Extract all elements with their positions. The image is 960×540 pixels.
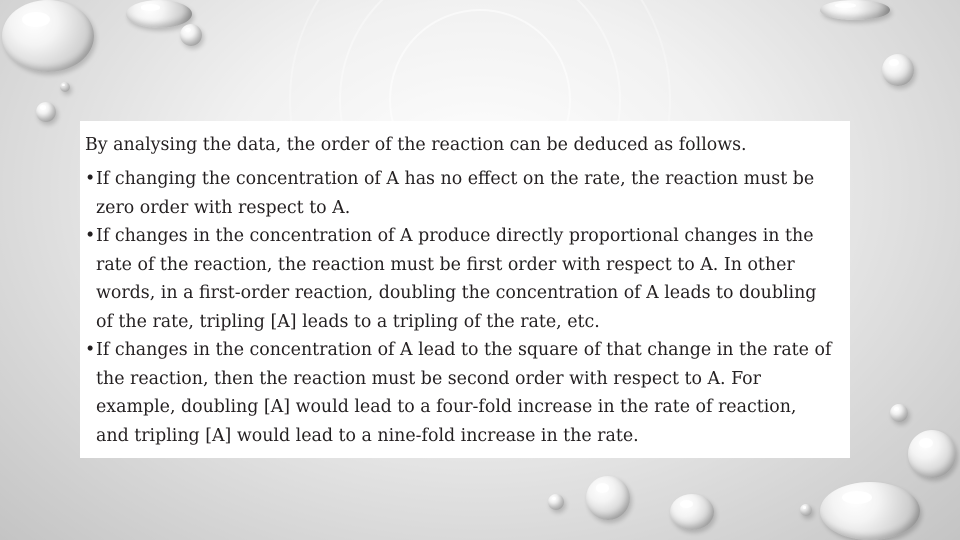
list-item	[85, 336, 832, 450]
intro-text: By analysing the data, the order of the reaction can be deduced as follows.	[85, 135, 747, 155]
water-drop-decoration	[800, 504, 812, 516]
content-card	[80, 121, 850, 458]
bullet-text: If changing the concentration of A has no effect on the rate, the reaction must be zero order with respect to A.	[96, 169, 815, 218]
bullet-symbol: •	[85, 226, 96, 246]
list-item	[85, 222, 832, 336]
water-drop-decoration	[180, 24, 202, 46]
bullet-symbol: •	[85, 169, 96, 189]
water-drop-decoration	[882, 54, 914, 86]
water-drop-decoration	[586, 476, 630, 520]
bullet-list	[85, 165, 832, 450]
water-drop-decoration	[670, 494, 714, 530]
bullet-symbol: •	[85, 340, 96, 360]
bullet-text: If changes in the concentration of A produce directly proportional changes in the rate of the reaction, the reaction must be first order with respect to A. In other words, in a first-order reaction, doubling the concentration of A leads to doubling of the rate, tripling [A] leads to a tripling of the rate, etc.	[96, 226, 817, 332]
water-drop-decoration	[36, 102, 56, 122]
water-drop-decoration	[2, 0, 94, 72]
water-drop-decoration	[820, 482, 920, 540]
water-drop-decoration	[548, 494, 564, 510]
water-drop-decoration	[908, 430, 956, 478]
bullet-text: If changes in the concentration of A lead to the square of that change in the rate of the reaction, then the reaction must be second order with respect to A. For example, doubling [A] would lead to a four-fold increase in the rate of reaction, and tripling [A] would lead to a nine-fold increase in the rate.	[96, 340, 832, 446]
water-drop-decoration	[890, 404, 908, 422]
water-drop-decoration	[126, 0, 192, 28]
list-item	[85, 165, 832, 222]
water-drop-decoration	[820, 0, 890, 20]
water-drop-decoration	[60, 82, 70, 92]
